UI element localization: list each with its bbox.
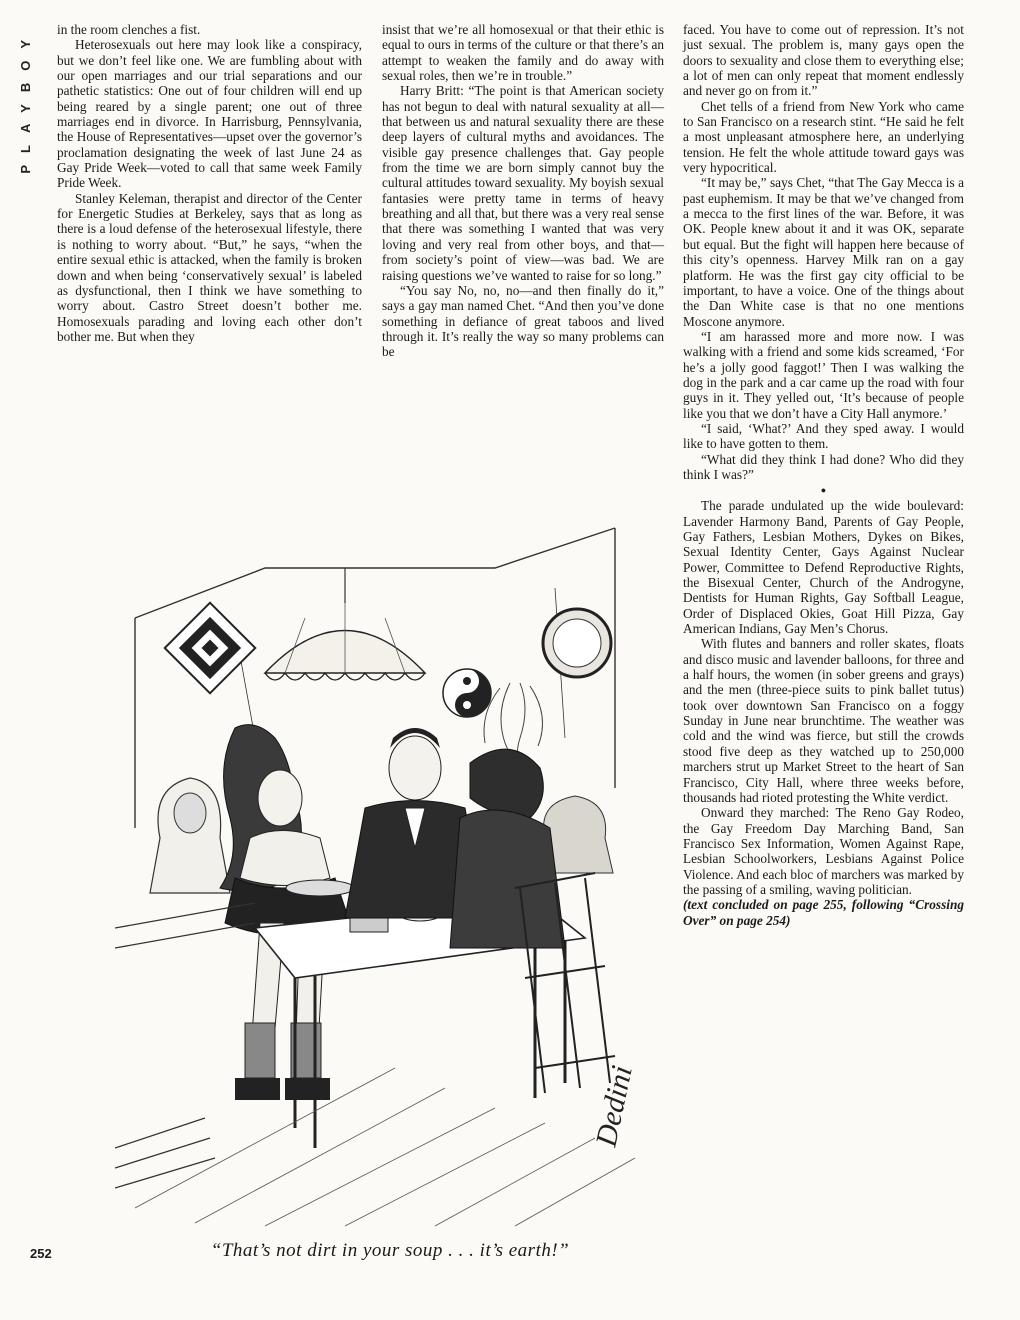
artist-signature: Dedini: [589, 1062, 639, 1150]
porthole-window-icon: [543, 609, 611, 677]
paragraph: The parade undulated up the wide boulevard: Lavender Harmony Band, Parents of Gay People, Gay Fathers, Lesbian Mothers, Dykes on Bikes, Sexual Identity Center, Gays Against Nuclear Power, Committee to Defend Reproductive Rights, the Bisexual Center, Church of the Androgyne, Dentists for Human Rights, Gay Softball League, Order of Displaced Okies, Goat Hill Pizza, Gay American Indians, Gay Men’s Chorus.: [683, 498, 964, 637]
text-column-2: [382, 22, 664, 360]
cartoon-caption: “That’s not dirt in your soup . . . it’s earth!”: [210, 1240, 570, 1261]
paragraph: “You say No, no, no—and then finally do it,” says a gay man named Chet. “And then you’ve done something in defiance of great taboos and lived through it. It’s really the way so many problems can be: [382, 282, 664, 360]
paragraph: “What did they think I had done? Who did they think I was?”: [683, 451, 964, 482]
paragraph: Harry Britt: “The point is that American society has not begun to deal with natural sexuality at all—that between us and natural sexuality there are these deep layers of cultural myths and avoidances. The visible gay presence challenges that. Gay people from the time we are born simply cannot buy the cultural attitudes toward sexuality. My boyish sexual fantasies were pretty tame in terms of heavy breathing and all that, but there was a very real sense that there was something I wanted that was very loving and very real from other boys, and that—from society’s point of view—was bad. We are raising questions we’ve wanted to raise for so long.”: [382, 83, 664, 283]
paragraph: insist that we’re all homosexual or that their ethic is equal to ours in terms of the culture or that there’s an attempt to weaken the family and do away with sexual roles, then we’re in trouble.”: [382, 22, 664, 84]
paragraph: faced. You have to come out of repression. It’s not just sexual. The problem is, many gays open the doors to sexuality and close them to everything else; a lot of men can only repeat that moment endlessly and never go on from it.”: [683, 22, 964, 99]
paragraph: Chet tells of a friend from New York who came to San Francisco on a research stint. “He said he felt a most unpleasant atmosphere here, an underlying tension. He felt the whole attitude toward gays was very hypocritical.: [683, 98, 964, 176]
paragraph: Onward they marched: The Reno Gay Rodeo, the Gay Freedom Day Marching Band, San Francisco Sex Information, Women Against Rape, Lesbian Schoolworkers, Lesbians Against Police Violence. And each bloc of marchers was marked by the passing of a smiling, waving politician.: [683, 805, 964, 897]
magazine-running-title: PLAYBOY: [18, 28, 33, 174]
cartoon-illustration: [115, 508, 655, 1228]
seated-woman: [450, 749, 565, 948]
section-separator-dot: ●: [820, 485, 827, 496]
paragraph: “I said, ‘What?’ And they sped away. I would like to have gotten to them.: [683, 420, 964, 452]
wooden-bench: [115, 903, 255, 1188]
paragraph: “It may be,” says Chet, “that The Gay Mecca is a past euphemism. It may be that we’ve changed from a mecca to the first lines of the war. Before, it was OK. People knew about it and it was OK, separate but equal. But the fight will happen here because of this city’s openness. Harvey Milk ran on a gay platform. He was the first gay city official to be important, to have a voice. One of the things about the Dan White case is that no one mentions Moscone anymore.: [683, 175, 964, 329]
paragraph: Heterosexuals out here may look like a conspiracy, but we don’t feel like one. We are fumbling about with our open marriages and our trial separations and our pathetic statistics: One out of four children will end up being reared by a single parent; one out of three marriages end in divorce. In Harrisburg, Pennsylvania, the House of Representatives—upset over the governor’s proclamation designating the week of last June 24 as Gay Pride Week—voted to call that same week Family Pride Week.: [57, 37, 362, 191]
paragraph: With flutes and banners and roller skates, floats and disco music and lavender balloons, for three and a half hours, the women (in sober greens and grays) and the men (three-piece suits to pink ballet tutus) took over downtown San Francisco on a foggy Sunday in June near brunchtime. The weather was cold and the wind was fierce, but still the crowds stood five deep as they watched up to 250,000 marchers strut up Market Street to the heart of San Francisco, City Hall, where three weeks before, thousands had rioted protesting the White verdict.: [683, 636, 964, 805]
waitress-figure: [220, 725, 354, 1100]
yin-yang-ornament-icon: [443, 669, 491, 717]
background-diner-left: [150, 778, 230, 893]
hanging-lamp-icon: [265, 568, 425, 680]
paragraph: “I am harassed more and more now. I was walking with a friend and some kids screamed, ‘For he’s a jolly good faggot!’ Then I was walking the dog in the park and a car came up the road with four guys in it. They yelled out, ‘It’s because of people like you that we don’t have a City Hall anymore.’: [683, 328, 964, 421]
page-number: 252: [30, 1246, 52, 1261]
gods-eye-wall-ornament-icon: [165, 603, 256, 694]
floorboards: [135, 1068, 635, 1226]
paragraph: in the room clenches a fist.: [57, 22, 201, 37]
text-column-3: [683, 22, 964, 928]
paragraph: Stanley Keleman, therapist and director of the Center for Energetic Studies at Berkeley, says that as long as there is a loud defense of the heterosexual lifestyle, there is nothing to worry about. “But,” he says, “when the entire sexual ethic is attacked, when the family is broken down and when being ‘conservatively sexual’ is labeled as dysfunctional, then I think we have something to worry about. Castro Street doesn’t bother me. Homosexuals parading and loving each other don’t bother me. But when they: [57, 190, 362, 344]
continuation-note: (text concluded on page 255, following “Crossing Over” on page 254): [683, 897, 964, 928]
text-column-1: [57, 22, 362, 344]
